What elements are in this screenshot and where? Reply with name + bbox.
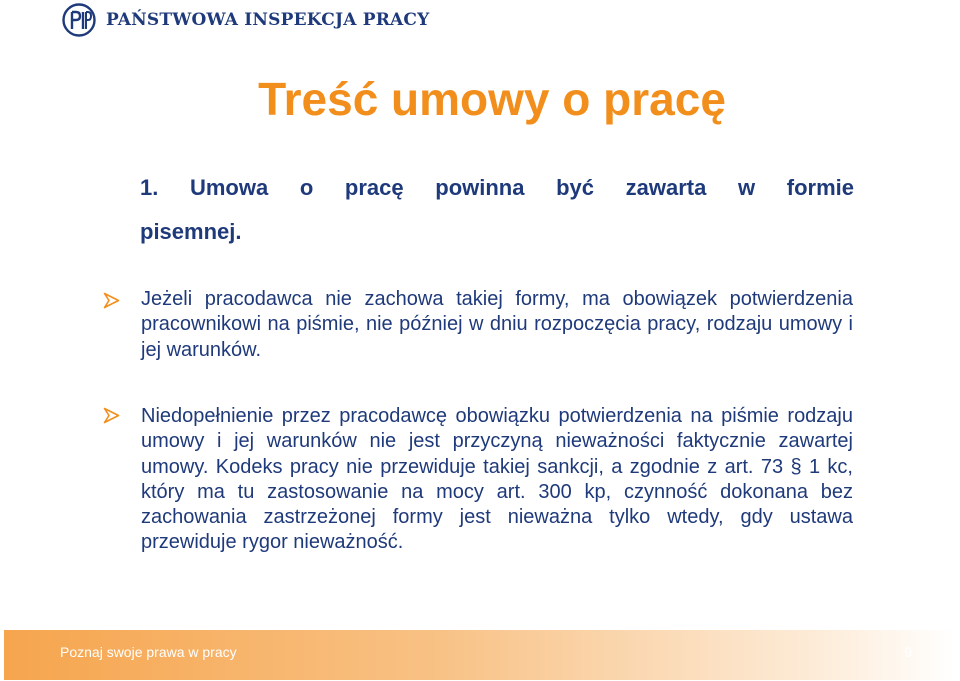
org-name: PAŃSTWOWA INSPEKCJA PRACY [106, 10, 430, 30]
footer-bar [4, 630, 956, 680]
numbered-item-line2: pisemnej. [140, 219, 242, 244]
arrow-bullet-icon [103, 292, 120, 309]
header [62, 2, 430, 38]
pip-logo-icon [62, 3, 96, 37]
page-number: 9 [904, 644, 912, 660]
arrow-bullet-icon [103, 407, 120, 424]
slide-title: Treść umowy o pracę [258, 73, 726, 125]
numbered-item-line1: 1. Umowa o pracę powinna być zawarta w formie [140, 175, 854, 200]
bullet-paragraph-1: Jeżeli pracodawca nie zachowa takiej formy, ma obowiązek potwierdzenia pracownikowi na piśmie, nie później w dniu rozpoczęcia pracy, rodzaju umowy i jej warunków. [141, 288, 853, 361]
footer-text: Poznaj swoje prawa w pracy [60, 644, 237, 660]
bullet-paragraph-2: Niedopełnienie przez pracodawcę obowiązku potwierdzenia na piśmie rodzaju umowy i jej warunków nie jest przyczyną nieważności faktycznie zawartej umowy. Kodeks pracy nie przewiduje takiej sankcji, a zgodnie z art. 73 § 1 kc, który ma tu zastosowanie na mocy art. 300 kp, czynność dokonana bez zachowania zastrzeżonej formy jest nieważna tylko wtedy, gdy ustawa przewiduje rygor nieważność. [141, 405, 853, 554]
